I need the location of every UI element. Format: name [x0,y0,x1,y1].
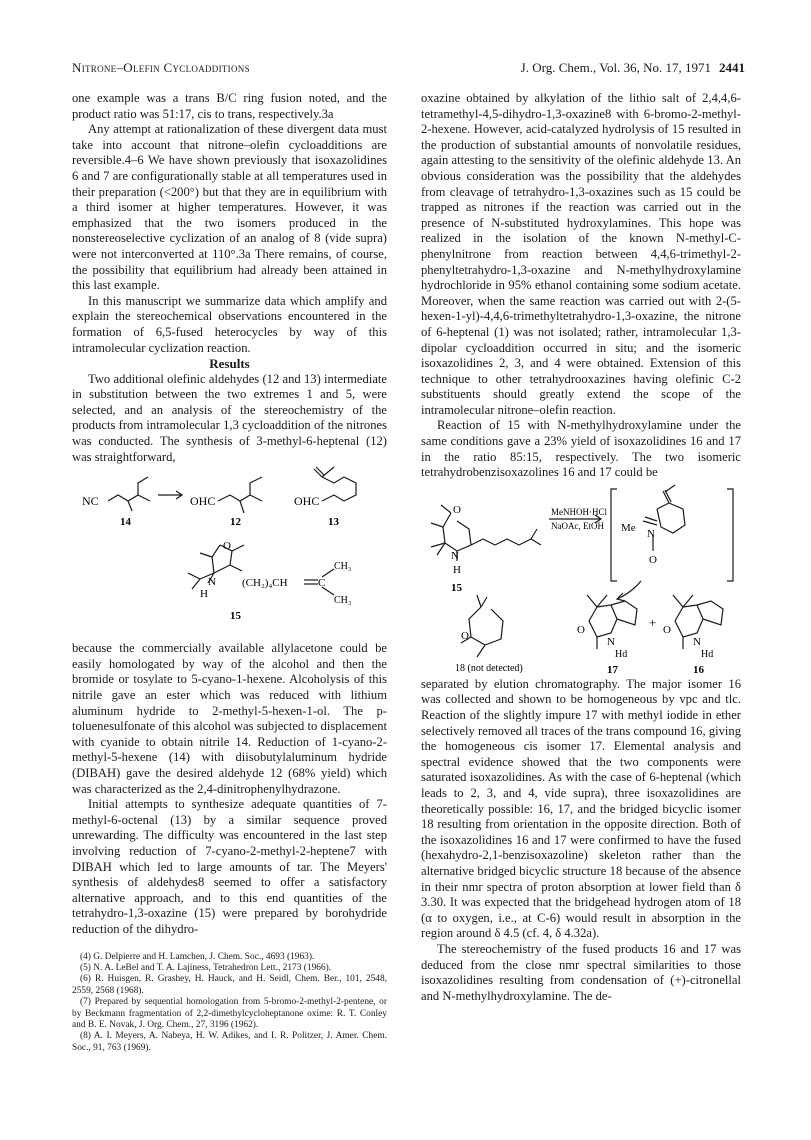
scheme-aldehydes [72,465,387,641]
running-title: Nitrone–Olefin Cycloadditions [72,60,250,75]
paragraph: Reaction of 15 with N-methylhydroxylamine under the same conditions gave a 23% yield of isoxazolidines 16 and 17 in the ratio 85:15, respectively. The two isomeric tetrahydrobenzisoxazolines 16 and 17 could be [421,418,741,480]
oxygen-label: O [223,540,231,553]
compound-label: 17 [607,663,618,676]
footnotes [72,952,387,1055]
paragraph: one example was a trans B/C ring fusion noted, and the product ratio was 51:17, cis to trans, respectively.3a [72,91,387,121]
scheme-cycloaddition-svg [421,481,741,677]
paragraph: separated by elution chromatography. The major isomer 16 was collected and shown to be homogeneous by vpc and tlc. Reaction of the slightly impure 17 with methyl iodide in ether selectively removed all traces of the trans compound 16, giving the homogeneous cis isomer 17. Elemental analysis and spectral evidence showed that the two components were saturated isoxazolidines. As with the case of 6-heptenal (which leads to 2, 3, and 4, vide supra), three isoxazolidines are theoretically possible: 16, 17, and the bridged bicyclic isomer 18 resulting from orientation in the opposite direction. Both of the isoxazolidines 16 and 17 were confirmed to have the fused (hexahydro-2,1-benzisoxazoline) skeleton rather than the alternative bridged bicyclic structure 18 because of the absence in their nmr spectra of proton absorption at lower field than δ 3.30. It was expected that the bridgehead hydrogen atom of 18 (α to oxygen, i.e., at C-6) would result in absorption in the region around δ 4.5 (cf. 4, δ 4.32a). [421,676,741,941]
compound-label: 18 (not detected) [455,662,523,674]
plus-sign: + [649,614,657,630]
hydrogen-label: Hd [701,648,714,660]
scheme-aldehydes-svg [72,465,387,641]
oxygen-label: O [663,623,671,636]
page-number: 2441 [719,60,745,75]
paragraph: because the commercially available allylacetone could be easily homologated by way of the alcohol and then the bromide or tosylate to 5-cyano-1-hexene. Alcoholysis of this nitrile gave an ester which was reduced with lithium aluminum hydride to 2-methyl-5-hexen-1-ol. The p-toluenesulfonate of this alcohol was subjected to displacement with cyanide to obtain nitrile 14. Reduction of 1-cyano-2-methyl-5-hexene (14) with diisobutylaluminum hydride (DIBAH) gave the desired aldehyde 12 (68% yield) which was characterized as the 2,4-dinitrophenylhydrazone. [72,641,387,796]
hydrogen-label: H [200,588,208,601]
compound-label: 12 [230,516,241,529]
paragraph: The stereochemistry of the fused products 16 and 17 was deduced from the close nmr spectral similarities to those isoxazolidines resulting from condensation of (+)-citronellal and N-methylhydroxylamine. The de- [421,941,741,1003]
journal-citation [521,60,745,76]
journal-name: J. Org. Chem., Vol. 36, No. 17, 1971 [520,60,711,75]
left-column [72,91,387,1054]
compound-label: 13 [328,516,339,529]
paragraph: Initial attempts to synthesize adequate quantities of 7-methyl-6-octenal (13) by a similar sequence proved unrewarding. The difficulty was encountered in the last step involving reduction of 7-cyano-2-methyl-2-heptene7 with DIBAH which led to large amounts of tar. The Meyers' synthesis of aldehydes8 seemed to offer a satisfactory alternative approach, and to this end quantities of the tetrahydro-1,3-oxazine (15) were prepared by borohydride reduction of the dihydro- [72,797,387,936]
footnote: (5) N. A. LeBel and T. A. Lajiness, Tetrahedron Lett., 2173 (1966). [80,962,332,973]
ohc-label: OHC [294,494,320,509]
chain-label: (CH₂)₄CH [242,577,288,590]
methyl-label: Me [621,521,636,534]
paragraph: Two additional olefinic aldehydes (12 and 13) intermediate in substitution between the two extremes 1 and 5, were selected, and an analysis of the stereochemistry of the products from intramolecular 1,3 cycloaddition of the nitrones was conducted. The synthesis of 3-methyl-6-heptenal (12) was straightforward, [72,371,387,464]
compound-label: 15 [451,581,462,594]
nitrogen-label: N [607,635,615,648]
right-column [421,91,741,1004]
compound-label: 14 [120,516,131,529]
nitrogen-label: N [208,576,216,589]
methyl-label: CH₃ [334,595,352,607]
reagent-label: NaOAc, EtOH [551,520,604,531]
paragraph: oxazine obtained by alkylation of the lithio salt of 2,4,4,6-tetramethyl-4,5-dihydro-1,3-oxazine8 with 6-bromo-2-methyl-2-hexene. However, acid-catalyzed hydrolysis of 15 resulted in the production of substantial amounts of nonvolatile residues, again attesting to the sensitivity of the olefinic aldehyde 13. An obvious consideration was the possibility that the aldehydes from cleavage of tetrahydro-1,3-oxazines such as 15 could be trapped as nitrones if the reaction was carried out in the presence of N-substituted hydroxylamines. This hope was realized in the isolation of the known N-methyl-C-phenylnitrone from reaction between 4,4,6-trimethyl-2-phenyltetrahydro-1,3-oxazine and N-methylhydroxylamine hydrochloride in 95% ethanol containing some sodium acetate. Moreover, when the same reaction was carried out with 2-(5-hexen-1-yl)-4,4,6-trimethyltetrahydro-1,3-oxazine, the nitrone of 6-heptenal (1) was not isolated; rather, intramolecular 1,3-dipolar cycloaddition occurred in situ; and the isomeric isoxazolidines 2, 3, and 4 were obtained. Extension of this technique to other tetrahydrooxazines having olefinic C-2 substituents should greatly extend the scope of the intramolecular nitrone–olefin reaction. [421,91,741,417]
hydrogen-label: H [453,563,461,576]
oxygen-label: O [577,623,585,636]
oxygen-label: O [461,629,469,642]
footnote: (8) A. I. Meyers, A. Nabeya, H. W. Adikes, and I. R. Politzer, J. Amer. Chem. Soc., 91, 763 (1969). [72,1031,387,1053]
carbon-label: C [318,577,326,590]
footnote: (4) G. Delpierre and H. Lamchen, J. Chem. Soc., 4693 (1963). [80,951,315,962]
ohc-label: OHC [190,494,216,509]
page-header [72,60,745,80]
scheme-cycloaddition [421,481,741,677]
reagent-label: MeNHOH·HCl [551,506,607,517]
footnote: (6) R. Huisgen, R. Grashey, H. Hauck, and H. Seidl, Chem. Ber., 101, 2548, 2559, 2568 (1968). [72,974,387,996]
paragraph: Any attempt at rationalization of these divergent data must take into account that nitrone–olefin cycloadditions are reversible.4–6 We have shown previously that isoxazolidines 6 and 7 are configurationally stable at all temperatures used in their preparation (<200°) but that they are in equilibrium with a third isomer at higher temperatures. However, it was emphasized that the two isomers produced in the nonstereoselective cyclization of an analog of 8 (vide supra) were not interconverted at 110°.3a There remains, of course, the possibility that equilibrium had already been attained in this last example. [72,122,387,293]
compound-label: 15 [230,610,241,623]
compound-label: 16 [693,663,704,676]
section-heading: Results [209,356,250,372]
footnote: (7) Prepared by sequential homologation from 5-bromo-2-methyl-2-pentene, or by Beckmann fragmentation of 2,2-dimethylcycloheptanone oxime: R. T. Conley and B. E. Novak, J. Org. Chem., 27, 3196 (1962). [72,997,387,1030]
methyl-label: CH₃ [334,561,352,573]
nc-label: NC [82,494,99,509]
nitrogen-label: N [693,635,701,648]
oxygen-label: O [453,503,461,516]
nitrogen-label: N [647,527,655,540]
paragraph: In this manuscript we summarize data which amplify and explain the stereochemical observations encountered in the formation of 6,5-fused heterocycles by way of this intramolecular cyclization reaction. [72,293,387,355]
oxygen-label: O [649,553,657,566]
hydrogen-label: Hd [615,648,628,660]
nitrogen-label: N [451,549,459,562]
